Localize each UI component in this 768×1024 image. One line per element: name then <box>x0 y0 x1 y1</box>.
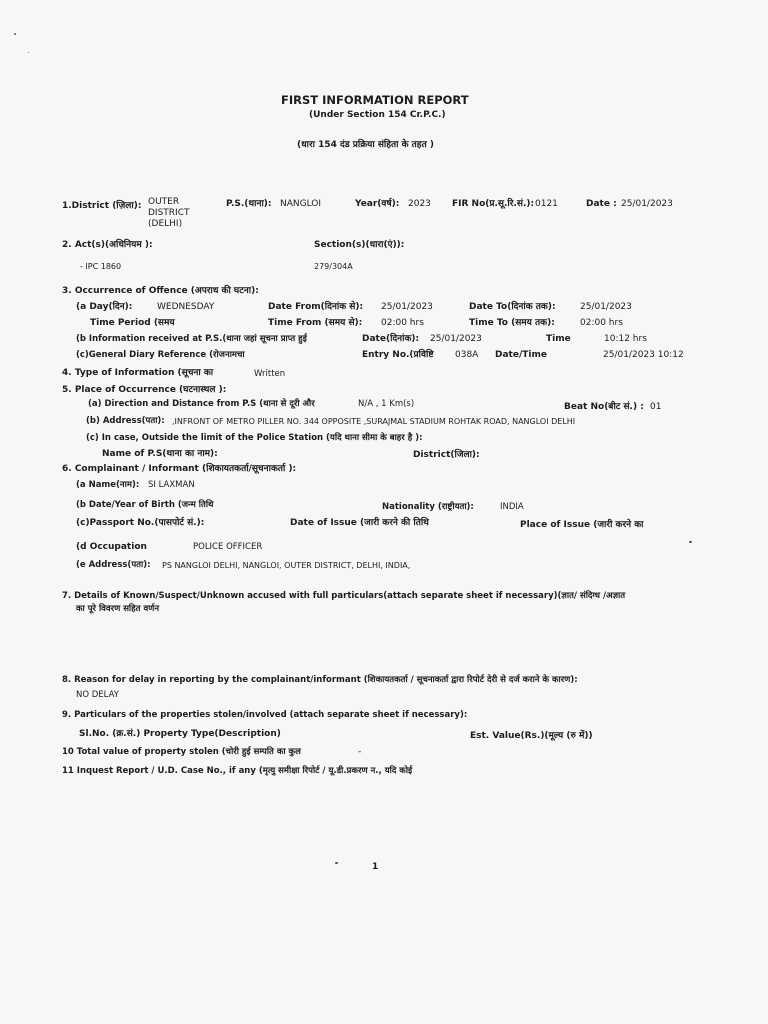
scan-speck <box>335 862 338 864</box>
property-col-type: Sl.No. (क्र.सं.) Property Type(Description) <box>79 729 281 739</box>
page-number: 1 <box>372 862 379 872</box>
fir-value: 0121 <box>535 199 558 209</box>
complainant-name-label: (a Name(नाम): <box>76 480 140 490</box>
direction-value: N/A , 1 Km(s) <box>358 399 415 409</box>
scan-speck <box>14 33 16 35</box>
ps-name-label: Name of P.S(थाना का नाम): <box>102 449 218 459</box>
nationality-value: INDIA <box>500 502 524 512</box>
address-label: (b) Address(पता): <box>86 416 165 426</box>
report-hindi-subtitle: (धारा 154 दंड प्रक्रिया संहिता के तहत ) <box>297 140 434 150</box>
address-value: ,INFRONT OF METRO PILLER NO. 344 OPPOSITE ,SURAJMAL STADIUM ROHTAK ROAD, NANGLOI DELHI <box>172 417 576 426</box>
time-value: 10:12 hrs <box>604 334 647 344</box>
property-col-value: Est. Value(Rs.)(मूल्य (रु में)) <box>470 731 593 741</box>
passport-label: (c)Passport No.(पासपोर्ट सं.): <box>76 518 205 528</box>
acts-label: 2. Act(s)(अधिनियम ): <box>62 240 153 250</box>
date-from-label: Date From(दिनांक से): <box>268 302 364 312</box>
occupation-label: (d Occupation <box>76 542 147 552</box>
total-value-value: - <box>358 747 362 757</box>
time-to-value: 02:00 hrs <box>580 318 623 328</box>
ps-value: NANGLOI <box>280 199 322 209</box>
report-subtitle: (Under Section 154 Cr.P.C.) <box>309 110 446 120</box>
day-value: WEDNESDAY <box>157 302 215 312</box>
gd-datetime-label: Date/Time <box>495 350 547 360</box>
occurrence-heading: 3. Occurrence of Offence (अपराध की घटना): <box>62 286 259 296</box>
delay-reason-value: NO DELAY <box>76 690 119 700</box>
day-label: (a Day(दिन): <box>76 302 133 312</box>
date-value: 25/01/2023 <box>621 199 673 209</box>
total-value-label: 10 Total value of property stolen (चोरी हुई सम्पति का कुल <box>62 747 301 757</box>
date-to-value: 25/01/2023 <box>580 302 632 312</box>
occupation-value: POLICE OFFICER <box>193 542 263 552</box>
gd-datetime-value: 25/01/2023 10:12 <box>603 350 684 360</box>
issue-place-label: Place of Issue (जारी करने का <box>520 520 644 530</box>
ps-label: P.S.(थाना): <box>226 199 272 209</box>
act-value: - IPC 1860 <box>80 262 122 271</box>
section-value: 279/304A <box>314 262 353 271</box>
time-from-value: 02:00 hrs <box>381 318 424 328</box>
info-received-label: (b Information received at P.S.(थाना जहां सूचना प्राप्त हुई <box>76 334 307 344</box>
complainant-address-value: PS NANGLOI DELHI, NANGLOI, OUTER DISTRICT, DELHI, INDIA, <box>162 561 411 570</box>
fir-label: FIR No(प्र.सू.रि.सं.): <box>452 199 535 209</box>
date-to-label: Date To(दिनांक तक): <box>469 302 556 312</box>
inquest-report-label: 11 Inquest Report / U.D. Case No., if any (मृत्यु समीक्षा रिपोर्ट / यू.डी.प्रकरण न., यदि कोई <box>62 766 413 776</box>
info-type-value: Written <box>254 369 286 379</box>
gd-reference-label: (c)General Diary Reference (रोजनामचा <box>76 350 245 360</box>
year-value: 2023 <box>408 199 431 209</box>
entry-no-value: 038A <box>455 350 479 360</box>
outside-limit-label: (c) In case, Outside the limit of the Police Station (यदि थाना सीमा के बाहर है ): <box>86 433 423 443</box>
sections-label: Section(s)(धारा(एं)): <box>314 240 405 250</box>
time-period-label: Time Period (समय <box>90 318 175 328</box>
beat-value: 01 <box>650 402 662 412</box>
scan-speck <box>689 541 692 543</box>
info-date-value: 25/01/2023 <box>430 334 482 344</box>
beat-label: Beat No(बीट सं.) : <box>564 402 644 412</box>
date-label: Date : <box>586 199 617 209</box>
direction-label: (a) Direction and Distance from P.S (थाना से दूरी और <box>88 399 315 409</box>
date-from-value: 25/01/2023 <box>381 302 433 312</box>
issue-date-label: Date of Issue (जारी करने की तिथि <box>290 518 429 528</box>
delay-reason-label: 8. Reason for delay in reporting by the complainant/informant (शिकायतकर्ता / सूचनाकर्ता द्वारा रिपोर्ट देरी से दर्ज कराने के कारण): <box>62 675 578 685</box>
district-value-line3: (DELHI) <box>148 219 183 229</box>
complainant-address-label: (e Address(पता): <box>76 560 151 570</box>
district-value-line1: OUTER <box>148 197 180 207</box>
time-label: Time <box>546 334 571 344</box>
time-from-label: Time From (समय से): <box>268 318 363 328</box>
scan-speck <box>28 52 29 53</box>
dob-label: (b Date/Year of Birth (जन्म तिथि <box>76 500 214 510</box>
outside-district-label: District(जिला): <box>413 450 480 460</box>
place-heading: 5. Place of Occurrence (घटनास्थल ): <box>62 385 227 395</box>
entry-no-label: Entry No.(प्रविष्टि <box>362 350 434 360</box>
complainant-name-value: SI LAXMAN <box>148 480 195 490</box>
info-type-label: 4. Type of Information (सूचना का <box>62 368 214 378</box>
district-label: 1.District (ज़िला): <box>62 201 142 211</box>
report-title: FIRST INFORMATION REPORT <box>281 93 469 107</box>
nationality-label: Nationality (राष्ट्रीयता): <box>382 502 474 512</box>
district-value-line2: DISTRICT <box>148 208 190 218</box>
year-label: Year(वर्ष): <box>355 199 400 209</box>
time-to-label: Time To (समय तक): <box>469 318 555 328</box>
accused-details-line1: 7. Details of Known/Suspect/Unknown accused with full particulars(attach separate sheet if necessary)(ज्ञात/ संदिग्ध /अज्ञात <box>62 591 626 601</box>
accused-details-line2: का पूरे विवरण सहित वर्णन <box>76 604 160 614</box>
info-date-label: Date(दिनांक): <box>362 334 420 344</box>
complainant-heading: 6. Complainant / Informant (शिकायतकर्ता/सूचनाकर्ता ): <box>62 464 297 474</box>
properties-heading: 9. Particulars of the properties stolen/involved (attach separate sheet if necessary): <box>62 710 468 720</box>
